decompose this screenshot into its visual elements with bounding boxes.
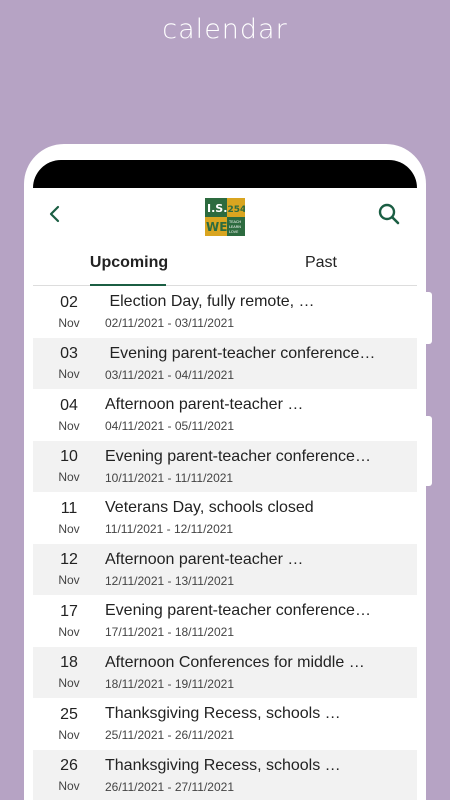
event-info [105,698,417,750]
event-date [33,698,105,750]
event-row[interactable] [33,647,417,699]
event-day: 18 [60,654,78,672]
event-day: 03 [60,345,78,363]
event-month: Nov [58,676,80,691]
event-title: Afternoon Conferences for middle … [105,653,365,671]
event-date [33,389,105,441]
event-date [33,647,105,699]
event-month: Nov [58,521,80,536]
app-bar [33,188,417,240]
event-date [33,441,105,493]
event-row[interactable] [33,595,417,647]
event-title: Evening parent-teacher conference… [105,447,371,465]
event-date [33,338,105,390]
event-date-range: 04/11/2021 - 05/11/2021 [105,419,234,434]
event-date-range: 17/11/2021 - 18/11/2021 [105,625,234,640]
event-row[interactable] [33,338,417,390]
event-date-range: 25/11/2021 - 26/11/2021 [105,728,234,743]
event-info [105,750,417,800]
app-screen [33,160,417,800]
event-day: 10 [60,448,78,466]
event-row[interactable] [33,441,417,493]
tab-past[interactable]: Past [304,254,337,271]
event-month: Nov [58,727,80,742]
phone-side-button [426,292,432,344]
event-row[interactable] [33,389,417,441]
svg-text:I.S.: I.S. [207,202,228,215]
event-date-range: 10/11/2021 - 11/11/2021 [105,470,234,485]
event-month: Nov [58,470,80,485]
event-info [105,389,417,441]
event-day: 26 [60,757,78,775]
event-info [105,492,417,544]
screenshot-caption: calendar [162,14,288,45]
event-row[interactable] [33,492,417,544]
event-title: Election Day, fully remote, … [105,293,315,311]
event-row[interactable] [33,286,417,338]
tab-upcoming[interactable]: Upcoming [33,240,225,285]
event-info [105,595,417,647]
svg-text:254: 254 [227,205,245,215]
event-month: Nov [58,367,80,382]
event-info [105,286,417,338]
event-month: Nov [58,418,80,433]
event-title: Veterans Day, schools closed [105,499,314,517]
event-row[interactable] [33,698,417,750]
chevron-left-icon [46,205,64,223]
status-bar [33,160,417,188]
event-day: 17 [60,602,78,620]
event-date [33,492,105,544]
event-info [105,647,417,699]
event-title: Afternoon parent-teacher … [105,396,304,414]
back-button[interactable] [41,200,69,228]
event-day: 25 [60,705,78,723]
event-month: Nov [58,573,80,588]
school-logo [205,198,245,236]
event-day: 02 [60,293,78,311]
event-row[interactable] [33,544,417,596]
event-date-range: 18/11/2021 - 19/11/2021 [105,676,234,691]
svg-text:LEARN: LEARN [229,225,241,229]
event-info [105,338,417,390]
event-title: Evening parent-teacher conference… [105,602,371,620]
event-title: Afternoon parent-teacher … [105,550,304,568]
event-list [33,286,417,800]
event-date-range: 11/11/2021 - 12/11/2021 [105,522,234,537]
event-date [33,595,105,647]
event-month: Nov [58,315,80,330]
event-date-range: 26/11/2021 - 27/11/2021 [105,779,234,794]
event-date-range: 12/11/2021 - 13/11/2021 [105,573,234,588]
event-row[interactable] [33,750,417,800]
search-button[interactable] [375,200,403,228]
phone-side-button [426,416,432,486]
event-date-range: 02/11/2021 - 03/11/2021 [105,316,234,331]
svg-text:LOVE: LOVE [229,230,239,234]
svg-text:TEACH: TEACH [229,220,242,224]
event-date [33,286,105,338]
event-info [105,544,417,596]
event-title: Thanksgiving Recess, schools … [105,756,341,774]
event-day: 04 [60,396,78,414]
event-date-range: 03/11/2021 - 04/11/2021 [105,367,234,382]
event-month: Nov [58,779,80,794]
event-date [33,544,105,596]
event-title: Thanksgiving Recess, schools … [105,705,341,723]
tab-bar [33,240,417,286]
search-icon [377,202,401,226]
svg-text:WE: WE [206,220,228,234]
event-month: Nov [58,624,80,639]
event-info [105,441,417,493]
event-day: 12 [60,551,78,569]
event-date [33,750,105,800]
event-title: Evening parent-teacher conference… [105,344,376,362]
event-day: 11 [60,499,78,517]
